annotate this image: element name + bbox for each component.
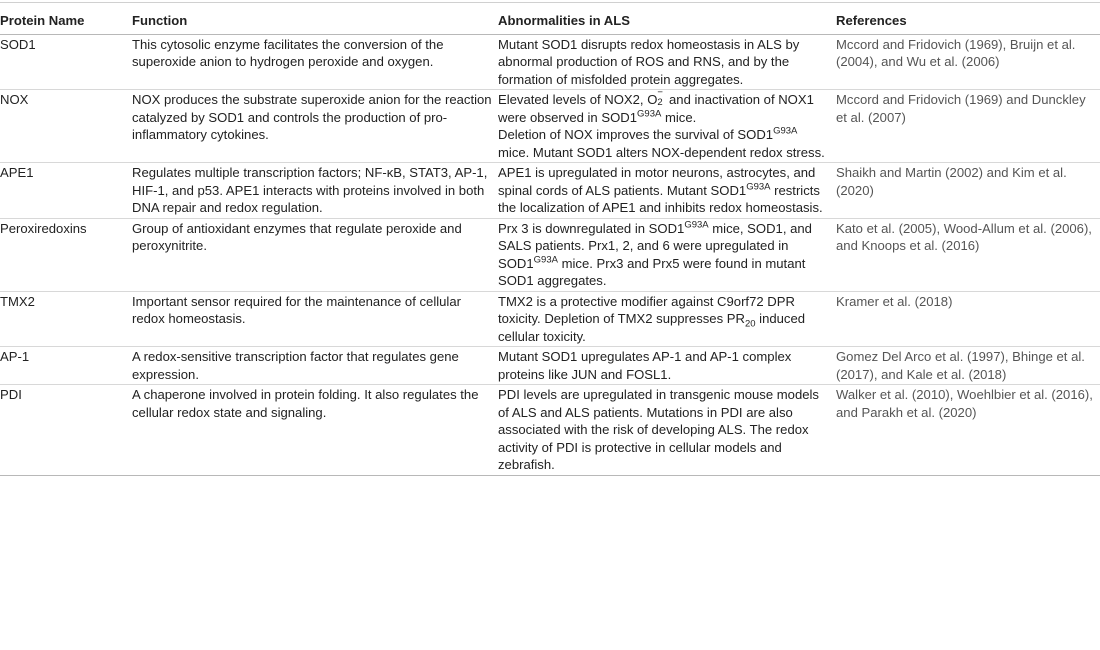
function-cell: Group of antioxidant enzymes that regulate peroxide and peroxynitrite. <box>132 218 498 291</box>
protein-name: AP-1 <box>0 347 132 385</box>
abnormalities-cell: Mutant SOD1 upregulates AP-1 and AP-1 complex proteins like JUN and FOSL1. <box>498 347 836 385</box>
function-cell: Important sensor required for the maintenance of cellular redox homeostasis. <box>132 291 498 347</box>
abnormality-text: Prx 3 is downregulated in SOD1 <box>498 220 685 236</box>
references-cell: Kato et al. (2005), Wood-Allum et al. (2006), and Knoops et al. (2016) <box>836 218 1100 291</box>
abnormality-text: mice. <box>661 109 697 125</box>
abnormality-text: induced cellular toxicity. <box>498 311 806 344</box>
header-abnormalities: Abnormalities in ALS <box>498 3 836 35</box>
function-cell: A chaperone involved in protein folding. It also regulates the cellular redox state and signaling. <box>132 385 498 476</box>
protein-name: TMX2 <box>0 291 132 347</box>
function-cell: Regulates multiple transcription factors; NF-κB, STAT3, AP-1, HIF-1, and p53. APE1 interacts with proteins involved in both DNA repair and redox regulation. <box>132 163 498 219</box>
function-cell: A redox-sensitive transcription factor that regulates gene expression. <box>132 347 498 385</box>
header-references: References <box>836 3 1100 35</box>
function-cell: NOX produces the substrate superoxide anion for the reaction catalyzed by SOD1 and controls the production of pro-inflammatory cytokines. <box>132 90 498 163</box>
references-cell: Walker et al. (2010), Woehlbier et al. (2016), and Parakh et al. (2020) <box>836 385 1100 476</box>
superscript: G93A <box>746 181 771 193</box>
protein-name: SOD1 <box>0 34 132 90</box>
references-cell: Kramer et al. (2018) <box>836 291 1100 347</box>
table-row <box>0 385 1100 476</box>
references-cell: Shaikh and Martin (2002) and Kim et al. (2020) <box>836 163 1100 219</box>
superscript: G93A <box>773 125 798 137</box>
protein-name: APE1 <box>0 163 132 219</box>
abnormalities-cell <box>498 163 836 219</box>
protein-name: PDI <box>0 385 132 476</box>
references-cell: Mccord and Fridovich (1969), Bruijn et al. (2004), and Wu et al. (2006) <box>836 34 1100 90</box>
abnormalities-cell: Mutant SOD1 disrupts redox homeostasis in ALS by abnormal production of ROS and RNS, and by the formation of misfolded protein aggregates. <box>498 34 836 90</box>
superscript: G93A <box>684 219 709 231</box>
table-row <box>0 90 1100 163</box>
superscript: G93A <box>637 108 662 120</box>
abnormalities-cell <box>498 218 836 291</box>
abnormality-text: Elevated levels of NOX2, O <box>498 92 658 107</box>
table-row <box>0 218 1100 291</box>
subscript: 20 <box>744 318 756 330</box>
header-row <box>0 3 1100 35</box>
abnormalities-cell <box>498 291 836 347</box>
abnormality-text: TMX2 is a protective modifier against C9orf72 DPR toxicity. Depletion of TMX2 suppresses PR <box>498 293 795 326</box>
table-row <box>0 291 1100 347</box>
table-row <box>0 347 1100 385</box>
abnormality-text: restricts the localization of APE1 and inhibits redox homeostasis. <box>498 182 823 215</box>
abnormality-text: APE1 is upregulated in motor neurons, astrocytes, and spinal cords of ALS patients. Mutant SOD1 <box>498 165 816 198</box>
abnormality-text: mice, SOD1, and SALS patients. Prx1, 2, and 6 were upregulated in SOD1 <box>498 220 812 271</box>
abnormality-text: mice. Mutant SOD1 alters NOX-dependent redox stress. <box>498 144 825 160</box>
abnormalities-cell: PDI levels are upregulated in transgenic mouse models of ALS and ALS patients. Mutations in PDI are also associated with the risk of developing ALS. The redox activity of PDI is protective in cellular models and zebrafish. <box>498 385 836 476</box>
abnormality-text: mice. Prx3 and Prx5 were found in mutant SOD1 aggregates. <box>498 255 806 288</box>
references-cell: Gomez Del Arco et al. (1997), Bhinge et al. (2017), and Kale et al. (2018) <box>836 347 1100 385</box>
als-redox-proteins-table <box>0 2 1100 476</box>
function-cell: This cytosolic enzyme facilitates the conversion of the superoxide anion to hydrogen peroxide and oxygen. <box>132 34 498 90</box>
abnormality-text: and inactivation of NOX1 were observed in SOD1 <box>498 92 814 125</box>
table-row <box>0 34 1100 90</box>
references-cell: Mccord and Fridovich (1969) and Dunckley et al. (2007) <box>836 90 1100 163</box>
table-row <box>0 163 1100 219</box>
header-protein-name: Protein Name <box>0 3 132 35</box>
header-function: Function <box>132 3 498 35</box>
protein-name: Peroxiredoxins <box>0 218 132 291</box>
abnormality-text: Deletion of NOX improves the survival of SOD1 <box>498 127 774 142</box>
protein-name: NOX <box>0 90 132 163</box>
superscript: G93A <box>533 254 558 266</box>
abnormalities-cell: Elevated levels of NOX2, O − 2 and inactivation of NOX1 were observed in $SOD1^{G93A}$ mice. Deletion of NOX improves the survival of $SOD1^{G93A}$ mice. Mutant SOD1 alters NOX-dependent redox stress. <box>498 90 836 163</box>
